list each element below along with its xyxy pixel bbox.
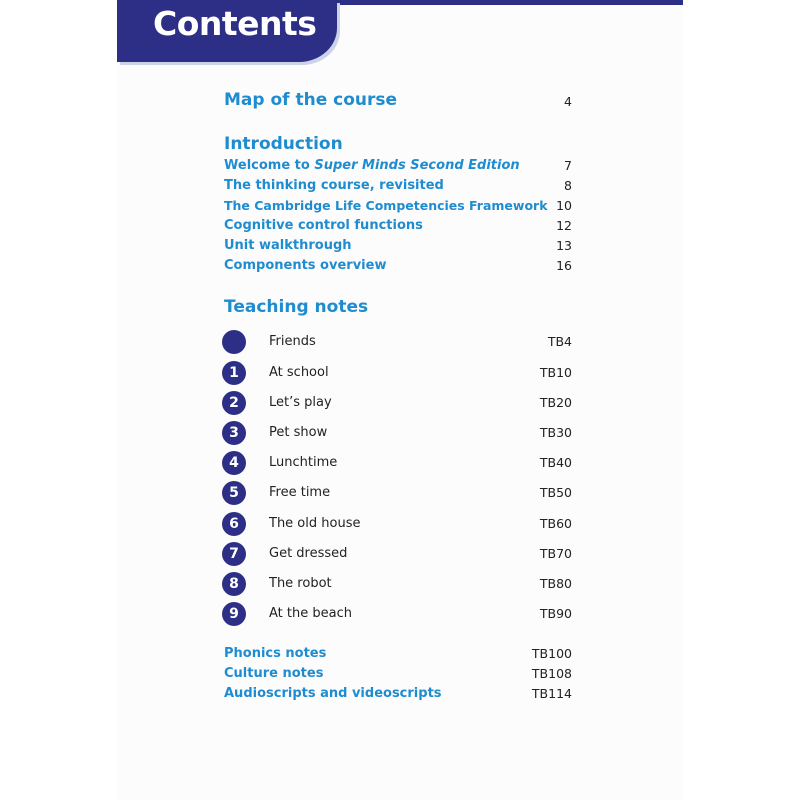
unit-number-badge: 5 xyxy=(222,481,246,505)
toc-entry-label: Welcome to Super Minds Second Edition xyxy=(224,158,520,173)
toc-entry-cognitive-control[interactable] xyxy=(224,218,574,238)
toc-entry-label: Unit walkthrough xyxy=(224,238,352,253)
unit-page: TB90 xyxy=(539,606,572,621)
unit-row-9[interactable] xyxy=(222,602,574,626)
unit-number-badge: 9 xyxy=(222,602,246,626)
map-label: Map of the course xyxy=(224,90,398,110)
unit-number-badge: 8 xyxy=(222,572,246,596)
toc-entry-culture-notes[interactable] xyxy=(224,666,574,686)
toc-entry-page: 7 xyxy=(564,158,572,173)
toc-entry-components-overview[interactable] xyxy=(224,258,574,278)
unit-number-badge: 7 xyxy=(222,542,246,566)
toc-entry-life-competencies[interactable] xyxy=(224,198,574,218)
unit-title: Get dressed xyxy=(269,546,348,561)
unit-number-badge: 6 xyxy=(222,512,246,536)
unit-number-badge: 4 xyxy=(222,451,246,475)
map-page: 4 xyxy=(564,94,572,109)
unit-row-starter[interactable] xyxy=(222,330,574,354)
unit-title: Lunchtime xyxy=(269,455,338,470)
toc-entry-page: 16 xyxy=(556,258,572,273)
unit-page: TB20 xyxy=(539,395,572,410)
introduction-heading-row xyxy=(224,134,574,158)
toc-entry-label: Components overview xyxy=(224,258,387,273)
unit-row-3[interactable] xyxy=(222,421,574,445)
unit-row-5[interactable] xyxy=(222,481,574,505)
toc-entry-page: TB108 xyxy=(531,666,572,681)
toc-entry-label: The Cambridge Life Competencies Framework xyxy=(224,198,548,213)
unit-title: At school xyxy=(269,365,329,380)
unit-page: TB4 xyxy=(547,334,572,349)
unit-number-badge: 2 xyxy=(222,391,246,415)
toc-entry-welcome[interactable] xyxy=(224,158,574,178)
toc-entry-audioscripts[interactable] xyxy=(224,686,574,706)
unit-row-4[interactable] xyxy=(222,451,574,475)
page-title: Contents xyxy=(153,4,317,43)
toc-entry-label: Audioscripts and videoscripts xyxy=(224,686,442,701)
unit-title: Pet show xyxy=(269,425,328,440)
unit-page: TB30 xyxy=(539,425,572,440)
unit-page: TB40 xyxy=(539,455,572,470)
unit-number-badge: 3 xyxy=(222,421,246,445)
unit-row-1[interactable] xyxy=(222,361,574,385)
toc-entry-page: 8 xyxy=(564,178,572,193)
toc-entry-label: Phonics notes xyxy=(224,646,327,661)
toc-entry-page: TB114 xyxy=(531,686,572,701)
unit-title: The old house xyxy=(269,516,361,531)
toc-entry-page: 10 xyxy=(556,198,572,213)
unit-page: TB80 xyxy=(539,576,572,591)
unit-row-6[interactable] xyxy=(222,512,574,536)
unit-title: At the beach xyxy=(269,606,352,621)
toc-entry-label: Culture notes xyxy=(224,666,324,681)
toc-entry-map[interactable] xyxy=(224,90,574,114)
toc-entry-phonics-notes[interactable] xyxy=(224,646,574,666)
unit-title: Friends xyxy=(269,334,316,349)
teaching-notes-heading: Teaching notes xyxy=(224,297,369,317)
unit-row-2[interactable] xyxy=(222,391,574,415)
toc-entry-page: 13 xyxy=(556,238,572,253)
introduction-heading: Introduction xyxy=(224,134,343,154)
unit-number-badge xyxy=(222,330,246,354)
toc-entry-page: 12 xyxy=(556,218,572,233)
unit-title: Let’s play xyxy=(269,395,332,410)
unit-page: TB10 xyxy=(539,365,572,380)
unit-page: TB50 xyxy=(539,485,572,500)
unit-row-8[interactable] xyxy=(222,572,574,596)
unit-title: The robot xyxy=(269,576,332,591)
toc-entry-label: Cognitive control functions xyxy=(224,218,423,233)
toc-entry-label: The thinking course, revisited xyxy=(224,178,444,193)
unit-page: TB60 xyxy=(539,516,572,531)
unit-page: TB70 xyxy=(539,546,572,561)
unit-number-badge: 1 xyxy=(222,361,246,385)
unit-title: Free time xyxy=(269,485,331,500)
toc-entry-page: TB100 xyxy=(531,646,572,661)
toc-entry-thinking-course[interactable] xyxy=(224,178,574,198)
unit-row-7[interactable] xyxy=(222,542,574,566)
toc-entry-unit-walkthrough[interactable] xyxy=(224,238,574,258)
teaching-notes-heading-row xyxy=(224,297,574,321)
